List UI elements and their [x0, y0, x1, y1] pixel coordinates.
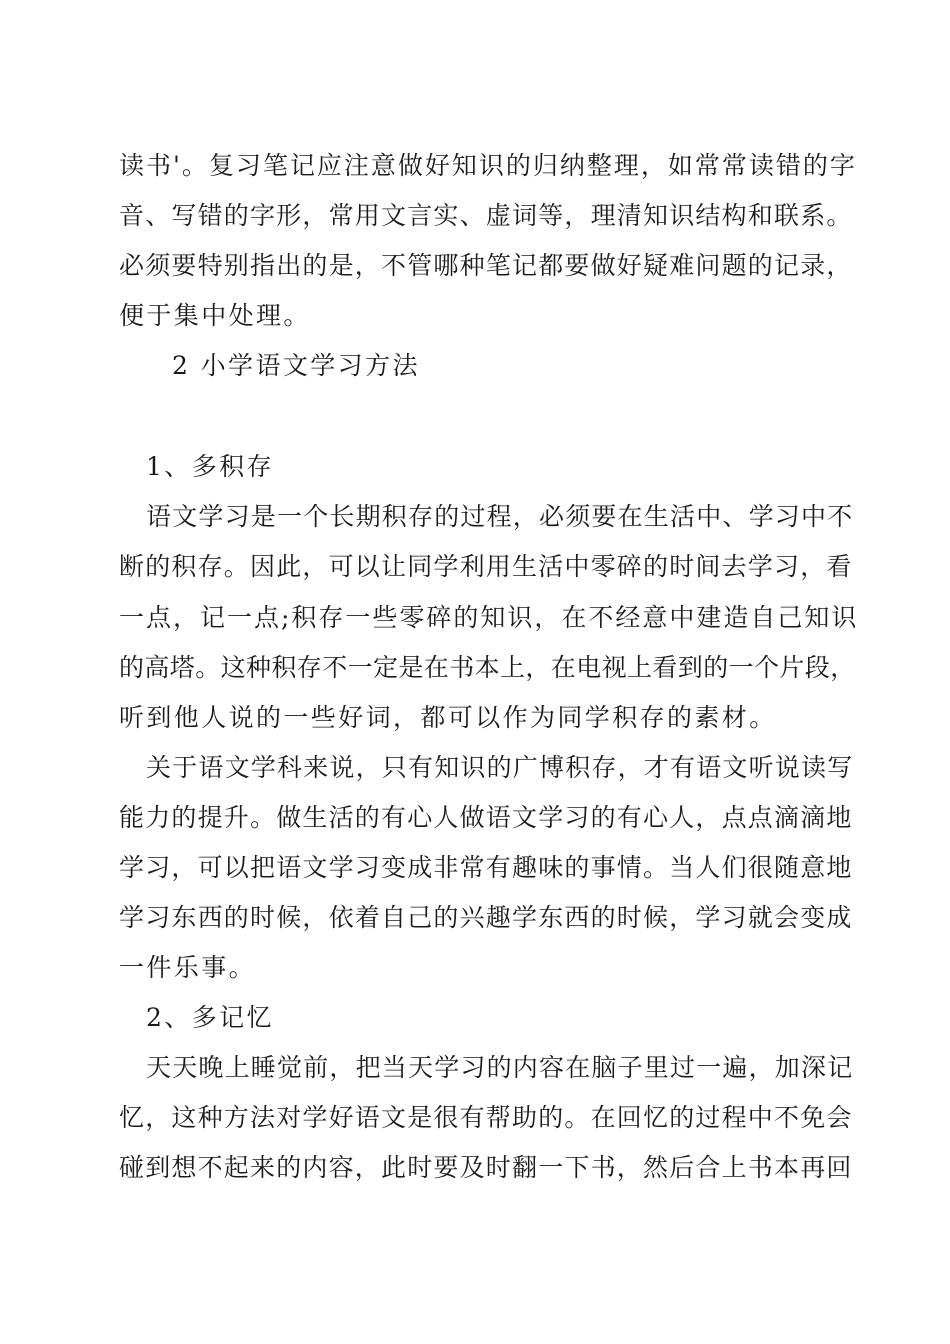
- text-line: 一件乐事。: [119, 953, 257, 982]
- text-line: 语文学习是一个长期积存的过程，必须要在生活中、学习中不: [146, 502, 854, 531]
- text-line: 碰到想不起来的内容，此时要及时翻一下书，然后合上书本再回: [119, 1153, 853, 1182]
- text-line: 一点，记一点;积存一些零碎的知识，在不经意中建造自己知识: [119, 603, 859, 632]
- text-line: 读书'。复习笔记应注意做好知识的归纳整理，如常常读错的字: [119, 151, 857, 180]
- text-line: 天天晚上睡觉前，把当天学习的内容在脑子里过一遍，加深记: [146, 1053, 854, 1082]
- text-line: 学习，可以把语文学习变成非常有趣味的事情。当人们很随意地: [119, 853, 853, 882]
- text-line: 必须要特别指出的是，不管哪种笔记都要做好疑难问题的记录，: [119, 251, 853, 280]
- text-line: 断的积存。因此，可以让同学利用生活中零碎的时间去学习，看: [119, 552, 853, 581]
- text-line: 学习东西的时候，依着自己的兴趣学东西的时候，学习就会变成: [119, 903, 853, 932]
- text-line: 关于语文学科来说，只有知识的广博积存，才有语文听说读写: [146, 753, 854, 782]
- text-line: 的高塔。这种积存不一定是在书本上，在电视上看到的一个片段，: [119, 653, 856, 682]
- section-heading: 2 小学语文学习方法: [172, 351, 420, 380]
- text-line: 音、写错的字形，常用文言实、虚词等，理清知识结构和联系。: [119, 201, 853, 230]
- subsection-heading: 1、多积存: [146, 452, 274, 481]
- text-line: 听到他人说的一些好词，都可以作为同学积存的素材。: [119, 703, 777, 732]
- text-line: 忆，这种方法对学好语文是很有帮助的。在回忆的过程中不免会: [119, 1103, 853, 1132]
- text-line: 便于集中处理。: [119, 301, 311, 330]
- text-line: 能力的提升。做生活的有心人做语文学习的有心人，点点滴滴地: [119, 803, 853, 832]
- subsection-heading: 2、多记忆: [146, 1003, 274, 1032]
